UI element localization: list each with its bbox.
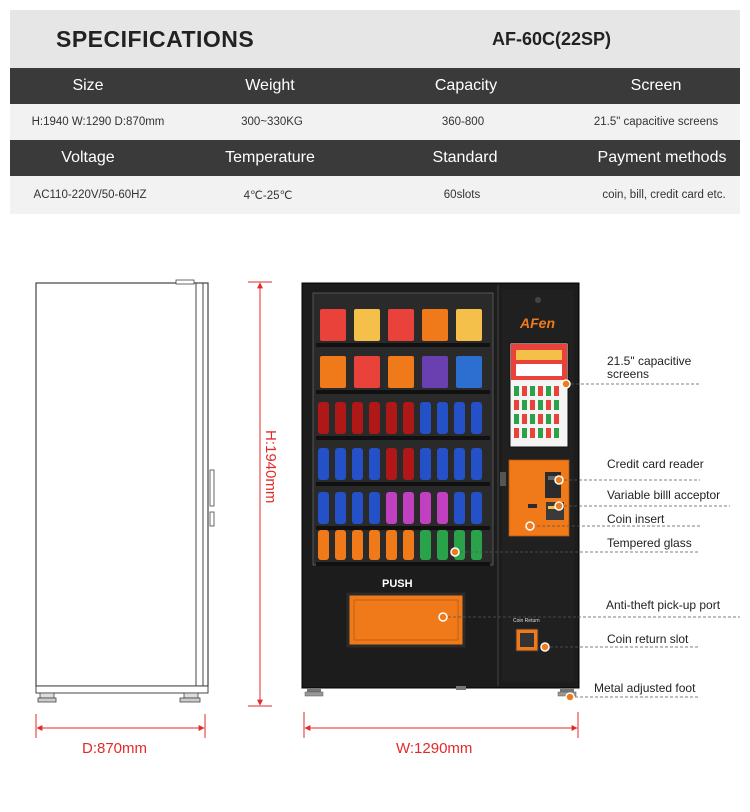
drink-bottle	[369, 530, 380, 560]
brand-logo: AFen	[520, 315, 555, 331]
drink-bottle	[437, 530, 448, 560]
callout-tempered-glass: Tempered glass	[607, 536, 692, 550]
screen-product-tile	[514, 428, 519, 438]
drink-bottle	[471, 448, 482, 480]
drink-bottle	[420, 448, 431, 480]
depth-dimension-label: D:870mm	[82, 740, 148, 757]
drink-bottle	[471, 492, 482, 524]
snack-bag	[320, 309, 346, 341]
model-number: AF-60C(22SP)	[492, 29, 612, 49]
spec-value-temperature: 4℃-25℃	[243, 190, 293, 202]
screen-product-tile	[554, 400, 559, 410]
screen-product-tile	[522, 400, 527, 410]
callout-coin-insert: Coin insert	[607, 512, 665, 526]
drink-bottle	[420, 530, 431, 560]
drink-bottle	[352, 402, 363, 434]
spec-header-payment: Payment methods	[597, 149, 727, 166]
shelf-rail	[316, 436, 490, 440]
spec-header-temperature: Temperature	[225, 149, 315, 166]
screen-product-tile	[554, 414, 559, 424]
drink-bottle	[335, 530, 346, 560]
drink-bottle	[369, 402, 380, 434]
screen-product-tile	[522, 386, 527, 396]
drink-bottle	[471, 402, 482, 434]
drink-bottle	[318, 492, 329, 524]
spec-value-weight: 300~330KG	[241, 116, 303, 128]
drink-bottle	[403, 492, 414, 524]
screen-product-tile	[546, 386, 551, 396]
page-title: SPECIFICATIONS	[56, 26, 255, 52]
spec-header-voltage: Voltage	[61, 149, 115, 166]
drink-bottle	[420, 402, 431, 434]
screen-product-tile	[522, 428, 527, 438]
drink-bottle	[437, 402, 448, 434]
drink-bottle	[335, 448, 346, 480]
screen-product-tile	[522, 414, 527, 424]
drink-bottle	[318, 448, 329, 480]
shelf-rail	[316, 343, 490, 347]
snack-bag	[354, 309, 380, 341]
screen-product-tile	[530, 428, 535, 438]
snack-bag	[456, 356, 482, 388]
spec-header-weight: Weight	[245, 77, 295, 94]
spec-value-standard: 60slots	[443, 189, 481, 201]
spec-value-voltage: AC110-220V/50-60HZ	[33, 189, 147, 201]
spec-header-standard: Standard	[432, 149, 498, 166]
screen-product-tile	[554, 428, 559, 438]
drink-bottle	[437, 492, 448, 524]
callout-screen: 21.5" capacitive screens	[607, 354, 692, 381]
screen-product-tile	[530, 386, 535, 396]
screen-product-tile	[530, 400, 535, 410]
drink-bottle	[318, 402, 329, 434]
drink-bottle	[318, 530, 329, 560]
drink-bottle	[386, 530, 397, 560]
screen-product-tile	[554, 386, 559, 396]
screen-product-tile	[546, 414, 551, 424]
drink-bottle	[369, 492, 380, 524]
drink-bottle	[437, 448, 448, 480]
shelf-rail	[316, 390, 490, 394]
snack-bag	[354, 356, 380, 388]
drink-bottle	[352, 530, 363, 560]
spec-value-payment: coin, bill, credit card etc.	[602, 189, 726, 201]
drink-bottle	[386, 448, 397, 480]
drink-bottle	[386, 402, 397, 434]
callout-bill-acceptor: Variable billl acceptor	[607, 488, 721, 502]
drink-bottle	[403, 402, 414, 434]
push-label: PUSH	[382, 578, 413, 590]
drink-bottle	[454, 448, 465, 480]
spec-header-size: Size	[72, 77, 104, 94]
callout-card-reader: Credit card reader	[607, 457, 704, 471]
screen-product-tile	[546, 400, 551, 410]
callout-metal-foot: Metal adjusted foot	[594, 681, 696, 695]
drink-bottle	[386, 492, 397, 524]
callout-coin-return: Coin return slot	[607, 632, 689, 646]
screen-product-tile	[538, 414, 543, 424]
drink-bottle	[335, 402, 346, 434]
width-dimension-label: W:1290mm	[396, 740, 473, 757]
drink-bottle	[420, 492, 431, 524]
snack-bag	[422, 309, 448, 341]
screen-product-tile	[514, 400, 519, 410]
drink-bottle	[369, 448, 380, 480]
screen-product-tile	[514, 386, 519, 396]
drink-bottle	[454, 402, 465, 434]
drink-bottle	[403, 448, 414, 480]
screen-product-tile	[530, 414, 535, 424]
snack-bag	[320, 356, 346, 388]
drink-bottle	[335, 492, 346, 524]
drink-bottle	[352, 492, 363, 524]
snack-bag	[456, 309, 482, 341]
screen-product-tile	[538, 400, 543, 410]
coin-return-label: Coin Return	[513, 618, 540, 624]
height-dimension-label: H:1940mm	[262, 430, 279, 504]
spec-header-capacity: Capacity	[434, 77, 498, 94]
screen-product-tile	[538, 428, 543, 438]
side-view-drawing	[36, 280, 214, 702]
callout-pickup-port: Anti-theft pick-up port	[606, 598, 721, 612]
screen-product-tile	[546, 428, 551, 438]
snack-bag	[388, 309, 414, 341]
spec-header-screen: Screen	[630, 77, 682, 94]
drink-bottle	[403, 530, 414, 560]
shelf-rail	[316, 482, 490, 486]
spec-value-capacity: 360-800	[441, 116, 485, 128]
snack-bag	[422, 356, 448, 388]
spec-value-screen: 21.5" capacitive screens	[593, 116, 719, 128]
drink-bottle	[352, 448, 363, 480]
snack-bag	[388, 356, 414, 388]
drink-bottle	[454, 492, 465, 524]
shelf-rail	[316, 526, 490, 530]
screen-product-tile	[514, 414, 519, 424]
shelf-rail	[316, 562, 490, 566]
drink-bottle	[471, 530, 482, 560]
spec-value-size: H:1940 W:1290 D:870mm	[31, 116, 165, 128]
coin-return-slot	[516, 629, 538, 651]
screen-product-tile	[538, 386, 543, 396]
